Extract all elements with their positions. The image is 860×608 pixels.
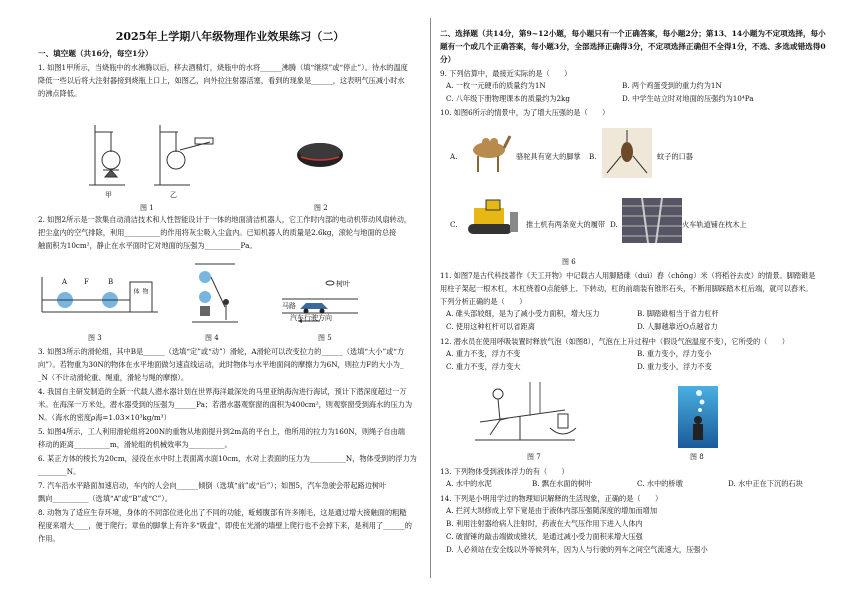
q11-line2: 用柱子架起一根木杠，木杠绕着O点能够上、下转动，杠的前端装有锥形石头，不断用脚踩踏木杠后端，就可以舂米。 (440, 284, 813, 293)
q4-line3: N。（海水的密度ρ海=1.03×10³kg/m³） (38, 413, 171, 422)
figure-5-label-leaf: 树叶 (336, 280, 350, 288)
figure-3-label-b: B (108, 278, 114, 286)
section-2-line2: 题有一个或几个正确答案，每小题3分，全部选择正确得3分，不定项选择正确但不全得1分，不选、多选或错选得0 (440, 42, 826, 51)
q12-stem: 12. 潜水员在使用呼吸装置时释放气泡（如图8），气泡在上升过程中（假设气泡温度不变），它所受的（ ） (440, 337, 789, 346)
q13-option-a: A. 水中的水泥 (446, 479, 492, 488)
q9-option-d: D. 中学生站立时对地面的压强约为10⁴Pa (622, 94, 754, 103)
q3-line2: 向”）。若物重为30N的物体在水平地面做匀速直线运动，此时物体与水平地面间的摩擦力为6N，则拉力F的大小为_ (38, 360, 404, 369)
q14-option-b: B. 利用注射器给病人注射时，药液在大气压作用下进入人体内 (446, 519, 643, 528)
q10-caption-d: 火车轨道铺在枕木上 (682, 220, 747, 229)
figure-6a-camel (464, 130, 514, 175)
q8-line1: 8. 动物为了适应生存环境，身体的不同部位进化出了不同的功能，蚯蚓腹部有许多刚毛，这是通过增大接触面的粗糙 (38, 508, 407, 517)
q14-stem: 14. 下列是小明用学过的物理知识解释的生活现象，正确的是（ ） (440, 494, 663, 503)
q2-line1: 2. 如图2所示是一款集自动清洁技术和人性智能设计于一体的地面清洁机器人，它工作时内部的电动机带动风扇转动， (38, 215, 412, 224)
section-2-line1: 二、选择题（共14分，第9~12小题，每小题只有一个正确答案，每小题2分；第13、14小题为不定项选择，每小 (440, 29, 826, 38)
q7-line2: 飘向__________（选填“A”或“B”或“C”）。 (38, 494, 172, 503)
q1-line3: 的沸点降低。 (38, 89, 82, 98)
figure-8-diver (678, 386, 718, 448)
q11-option-d: D. 人脚越靠近O点越省力 (637, 322, 718, 331)
figure-6c-bulldozer (464, 198, 522, 243)
q10-label-c: C. (450, 220, 458, 229)
figure-1-flask-apparatus (85, 120, 225, 195)
q8-line2: 程度来增大____，便于爬行；章鱼的脚掌上有许多“吸盘”，即使在光滑的墙壁上爬行也不会掉下来，是利用了______的 (38, 521, 412, 530)
q10-caption-b: 蚊子的口器 (657, 152, 693, 161)
q9-option-a: A. 一枚一元硬币的质量约为1N (446, 81, 546, 90)
q10-label-b: B. (589, 152, 597, 161)
figure-1-caption: 图 1 (140, 204, 154, 212)
q8-line3: 作用。 (38, 534, 60, 543)
q2-line2: 把尘盒内的空气排除，利用__________的作用将灰尘吸入尘盒内。已知机器人的质量是2.6kg，滚轮与地面的总接 (38, 228, 397, 237)
figure-4-caption: 图 4 (205, 334, 219, 342)
q4-line2: 米。在海深一万米处，潜水器受到的压强为______Pa；若潜水器观察窗的面积为400cm²，则观察窗受到海水的压力为 (38, 400, 413, 409)
q13-stem: 13. 下列物体受到液体浮力的有（ ） (440, 467, 569, 476)
figure-7-caption: 图 7 (527, 453, 541, 461)
figure-2-robot-vacuum (295, 135, 345, 170)
figure-7-foot-pestle (470, 380, 580, 446)
column-divider (430, 18, 431, 578)
q10-caption-a: 骆驼具有宽大的脚掌 (516, 152, 581, 161)
q14-option-a: A. 拦河大坝修成上窄下宽是由于液体内部压强随深度的增加而增加 (446, 506, 658, 515)
q12-option-a: A. 重力不变，浮力不变 (446, 349, 521, 358)
q5-line1: 5. 如图4所示，工人利用滑轮组将200N的重物从地面提升到2m高的平台上，他所用的拉力为160N，则绳子自由端 (38, 427, 405, 436)
q9-option-c: C. 八年级下册物理课本的质量约为2kg (446, 94, 570, 103)
q10-label-d: D. (610, 220, 618, 229)
q10-caption-c: 推土机有两条宽大的履带 (526, 220, 606, 229)
figure-1-label-yi: 乙 (170, 191, 177, 199)
section-2-line3: 分） (440, 55, 456, 64)
q3-line1: 3. 如图3所示的滑轮组，其中B是______（选填“定”或“动”）滑轮，A滑轮可以改变拉力的______（选填“大小”或“方 (38, 347, 405, 356)
figure-1-label-jia: 甲 (105, 191, 112, 199)
q1-line1: 1. 如图1甲所示，当烧瓶中的水沸腾以后，移去酒精灯，烧瓶中的水将______沸腾（填“继续”或“停止”）。待水的温度 (38, 63, 408, 72)
q13-option-d: D. 水中正在下沉的石块 (728, 479, 803, 488)
figure-2-caption: 图 2 (314, 204, 328, 212)
figure-5-label-direction: 汽车行驶方向 (290, 314, 332, 322)
q11-line3: 下列分析正确的是（ ） (440, 297, 527, 306)
figure-5-caption: 图 5 (318, 334, 332, 342)
q13-option-b: B. 飘在水面的树叶 (532, 479, 593, 488)
figure-6b-mosquito (602, 128, 652, 178)
q11-option-c: C. 使用这种杠杆可以省距离 (446, 322, 535, 331)
figure-4-worker-pulley (190, 262, 240, 327)
q14-option-c: C. 破窗锤的敲击端做成锥状，是通过减小受力面积来增大压强 (446, 532, 643, 541)
q10-label-a: A. (450, 152, 458, 161)
section-1-heading: 一、填空题（共16分，每空1分） (38, 49, 153, 58)
figure-3-caption: 图 3 (88, 334, 102, 342)
figure-3-pulley-system (40, 272, 160, 322)
q11-option-a: A. 碓头部较细，是为了减小受力面积，增大压力 (446, 309, 600, 318)
q12-option-c: C. 重力不变，浮力变大 (446, 362, 521, 371)
q5-line2: 移动的距离__________m，滑轮组的机械效率为__________。 (38, 440, 232, 449)
figure-6d-railway-track (622, 198, 682, 243)
q6-line2: ________N。 (38, 467, 81, 476)
figure-5-label-road: 马路 (282, 302, 296, 310)
q2-line3: 触面积为10cm²，静止在水平面时它对地面的压强为__________Pa。 (38, 241, 257, 250)
page-title: 2025年上学期八年级物理作业效果练习（二） (115, 30, 345, 43)
figure-6-caption: 图 6 (562, 258, 576, 266)
q4-line1: 4. 我国自主研发制造的全新一代载人潜水器计划在世界海洋最深处的马里亚纳海沟进行海试，预计下潜深度超过一万 (38, 387, 407, 396)
q6-line1: 6. 某正方体的棱长为20cm，浸没在水中时上表面离水面10cm，水对上表面的压力为__________N，物体受到的浮力为 (38, 454, 417, 463)
q11-option-b: B. 脚踏碓相当于省力杠杆 (637, 309, 719, 318)
q1-line2: 降低一些以后将大注射器接到烧瓶上口上，如图乙，向外拉注射器活塞，看到的现象是______，这表明气压减小时水 (38, 76, 405, 85)
figure-3-label-object: 物体 (132, 288, 148, 294)
q9-option-b: B. 两个鸡蛋受到的重力约为1N (622, 81, 722, 90)
q14-option-d: D. 人必须站在安全线以外等候列车，因为人与行驶的列车之间空气流速大，压强小 (446, 545, 708, 554)
q12-option-b: B. 重力变小，浮力变小 (637, 349, 712, 358)
q9-stem: 9. 下列估算中，最接近实际的是（ ） (440, 69, 572, 78)
q13-option-c: C. 水中的桥墩 (637, 479, 683, 488)
figure-8-caption: 图 8 (690, 453, 704, 461)
q10-stem: 10. 如图6所示的情景中，为了增大压强的是（ ） (440, 108, 610, 117)
figure-3-label-f: F (84, 278, 89, 286)
q11-line1: 11. 如图7是古代科技著作《天工开物》中记载古人用脚踏碓（duì）舂（chōng）米（将稻谷去皮）的情景。脚踏碓是 (440, 271, 816, 280)
figure-3-label-a: A (62, 278, 68, 286)
q7-line1: 7. 汽车沿水平路面加速启动，车内的人会向______倾倒（选填“前”或“后”）；如图5，汽车急驶会带起路边树叶 (38, 481, 387, 490)
q3-line3: _N（不计动滑轮重、绳重，滑轮与绳的摩擦）。 (38, 373, 189, 382)
q12-option-d: D. 重力变小，浮力不变 (637, 362, 712, 371)
